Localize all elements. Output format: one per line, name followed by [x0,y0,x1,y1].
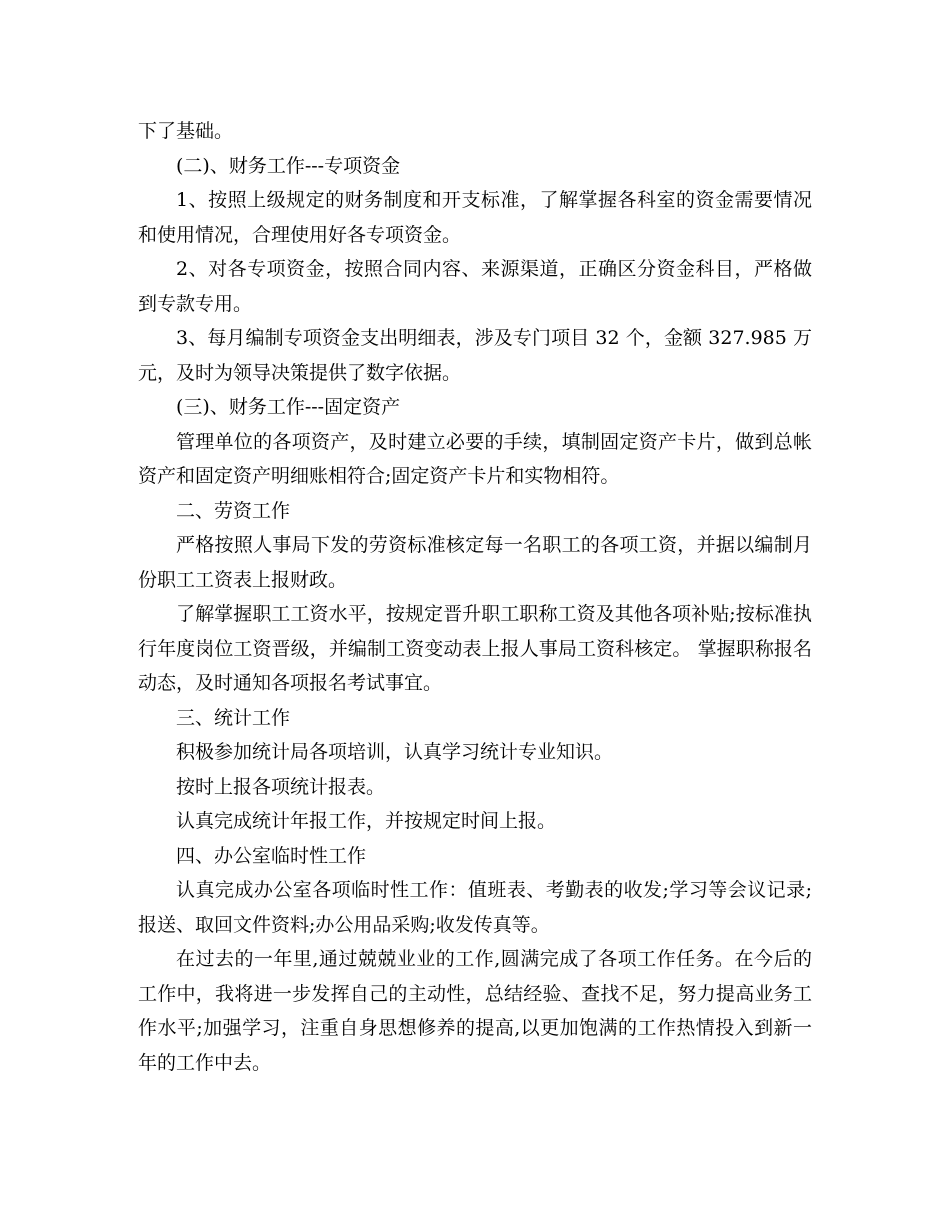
paragraph-continuation: 下了基础。 [138,120,234,142]
paragraph-payroll-1: 严格按照人事局下发的劳资标准核定每一名职工的各项工资，并据以编制月份职工工资表上报财政。 [138,534,812,591]
paragraph-conclusion: 在过去的一年里,通过兢兢业业的工作,圆满完成了各项工作任务。在今后的工作中，我将进一步发挥自己的主动性，总结经验、查找不足，努力提高业务工作水平;加强学习，注重自身思想修养的提高,以更加饱满的工作热情投入到新一年的工作中去。 [138,948,812,1074]
section-heading-fixed-assets: (三)、财务工作---固定资产 [176,396,401,418]
paragraph-item-1: 1、按照上级规定的财务制度和开支标准，了解掌握各科室的资金需要情况和使用情况，合理使用好各专项资金。 [138,189,812,246]
paragraph-item-2: 2、对各专项资金，按照合同内容、来源渠道，正确区分资金科目，严格做到专款专用。 [138,258,812,315]
paragraph-payroll-2: 了解掌握职工工资水平，按规定晋升职工职称工资及其他各项补贴;按标准执行年度岗位工资晋级，并编制工资变动表上报人事局工资科核定。 掌握职称报名动态，及时通知各项报名考试事宜。 [138,603,812,694]
section-heading-office: 四、办公室临时性工作 [176,844,367,867]
paragraph-statistics-2: 按时上报各项统计报表。 [176,775,386,798]
section-heading-special-funds: (二)、财务工作---专项资金 [176,154,401,177]
section-heading-payroll: 二、劳资工作 [176,499,291,522]
paragraph-office: 认真完成办公室各项临时性工作：值班表、考勤表的收发;学习等会议记录;报送、取回文件资料;办公用品采购;收发传真等。 [138,879,812,936]
section-heading-statistics: 三、统计工作 [176,706,291,729]
paragraph-statistics-1: 积极参加统计局各项培训，认真学习统计专业知识。 [176,741,614,763]
paragraph-fixed-assets: 管理单位的各项资产，及时建立必要的手续，填制固定资产卡片，做到总帐资产和固定资产明细账相符合;固定资产卡片和实物相符。 [138,430,812,487]
paragraph-item-3: 3、每月编制专项资金支出明细表，涉及专门项目 32 个，金额 327.985 万元，及时为领导决策提供了数字依据。 [138,327,812,384]
paragraph-statistics-3: 认真完成统计年报工作，并按规定时间上报。 [176,810,557,832]
